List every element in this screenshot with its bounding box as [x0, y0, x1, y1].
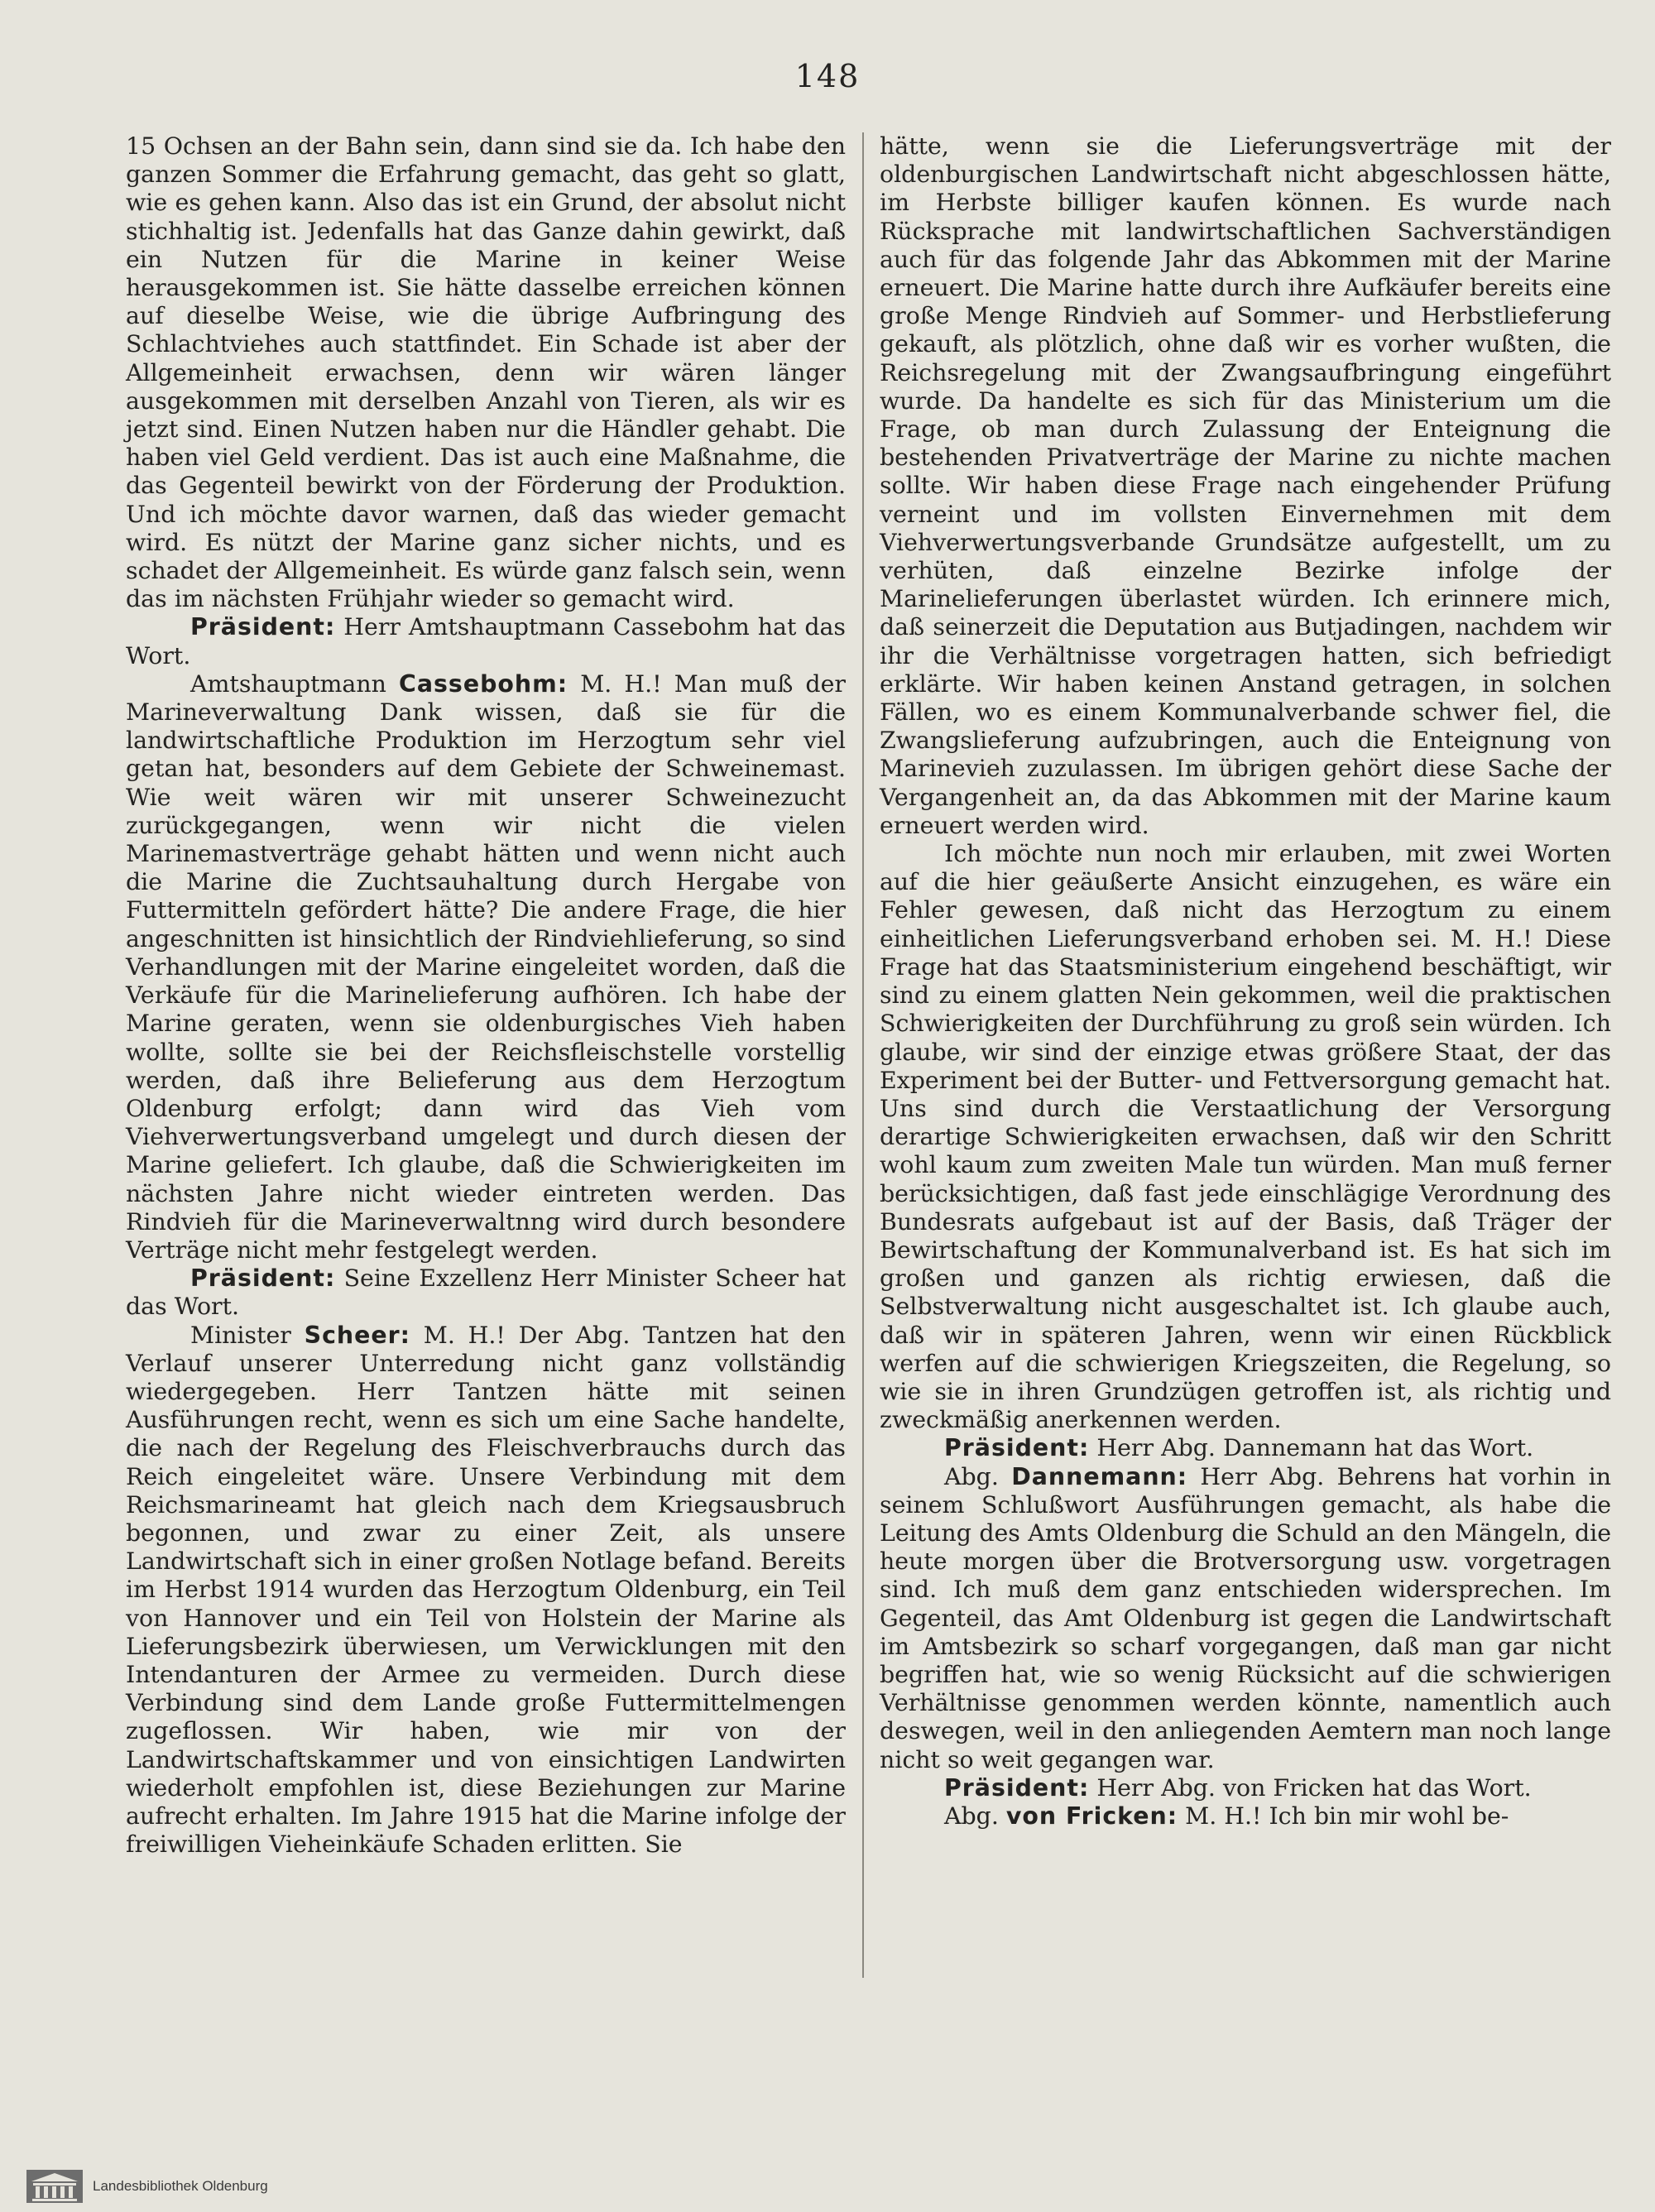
- paragraph-text: Herr Abg. Dannemann hat das Wort.: [1089, 1434, 1534, 1462]
- speaker-label: Präsident:: [190, 613, 336, 641]
- paragraph: hätte, wenn sie die Lieferungsverträge mit der oldenburgischen Landwirtschaft nicht abgeschlossen hätte, im Herbste billiger kaufen können. Es wurde nach Rücksprache mit landwirtschaftlichen Sachverständigen auch für das folgende Jahr das Abkommen mit der Marine erneuert. Die Marine hatte durch ihre Aufkäufer bereits eine große Menge Rindvieh auf Sommer- und Herbstlieferung gekauft, als plötzlich, ohne daß wir es vorher wußten, die Reichsregelung mit der Zwangsaufbringung eingeführt wurde. Da handelte es sich für das Ministerium um die Frage, ob man durch Zulassung der Enteignung die bestehenden Privatverträge der Marine zu nichte machen sollte. Wir haben diese Frage nach eingehender Prüfung verneint und im vollsten Einvernehmen mit dem Viehverwertungsverbande Grundsätze aufgestellt, um zu verhüten, daß einzelne Bezirke infolge der Marinelieferungen überlastet würden. Ich erinnere mich, daß seinerzeit die Deputation aus Butjadingen, nachdem wir ihr die Verhältnisse vorgetragen hatten, sich befriedigt erklärte. Wir haben keinen Anstand getragen, in solchen Fällen, wo es einem Kommunalverbande schwer fiel, die Zwangslieferung aufzubringen, auch die Enteignung von Marinevieh zuzulassen. Im übrigen gehört diese Sache der Vergangenheit an, da das Abkommen mit der Marine kaum erneuert werden wird.: [880, 132, 1611, 839]
- paragraph-text: Herr Amtshauptmann Cassebohm hat das Wort.: [126, 613, 846, 669]
- paragraph: [126, 1322, 846, 1859]
- speaker-label: von Fricken:: [1005, 1802, 1178, 1830]
- left-column: [126, 132, 846, 1859]
- speaker-title: Minister: [190, 1321, 305, 1349]
- speaker-title: Abg.: [944, 1462, 1012, 1490]
- paragraph-text: M. H.! Ich bin mir wohl be-: [1178, 1802, 1509, 1830]
- paragraph-text: Herr Abg. Behrens hat vorhin in seinem Schlußwort Ausführungen gemacht, als habe die Leitung des Amts Oldenburg die Schuld an den Mängeln, die heute morgen über die Brotversorgung usw. vorgetragen sind. Ich muß dem ganz entschieden widersprechen. Im Gegenteil, das Amt Oldenburg ist gegen die Landwirtschaft im Amtsbezirk so scharf vorgegangen, daß man gar nicht begriffen hat, wie so wenig Rücksicht auf die schwierigen Verhältnisse genommen werden könnte, namentlich auch deswegen, weil in den anliegenden Aemtern man noch lange nicht so weit gegangen war.: [880, 1462, 1611, 1773]
- paragraph-text: M. H.! Man muß der Marineverwaltung Dank wissen, daß sie für die landwirtschaftliche Produktion im Herzogtum sehr viel getan hat, besonders auf dem Gebiete der Schweinemast. Wie weit wären wir mit unserer Schweinezucht zurückgegangen, wenn wir nicht die vielen Marinemastverträge gehabt hätten und wenn nicht auch die Marine die Zuchtsauhaltung durch Hergabe von Futtermitteln gefördert hätte? Die andere Frage, die hier angeschnitten ist hinsichtlich der Rindviehlieferung, so sind Verhandlungen mit der Marine eingeleitet worden, daß die Verkäufe für die Marinelieferung aufhören. Ich habe der Marine geraten, wenn sie oldenburgisches Vieh haben wollte, sollte sie bei der Reichsfleischstelle vorstellig werden, daß ihre Belieferung aus dem Herzogtum Oldenburg erfolgt; dann wird das Vieh vom Viehverwertungsverband umgelegt und durch diesen der Marine geliefert. Ich glaube, daß die Schwierigkeiten im nächsten Jahre nicht wieder eintreten werden. Das Rindvieh für die Marineverwaltnng wird durch besondere Verträge nicht mehr festgelegt werden.: [126, 669, 846, 1264]
- paragraph: [126, 670, 846, 1264]
- paragraph: [880, 1802, 1611, 1831]
- paragraph: [880, 1463, 1611, 1774]
- page-number: 148: [794, 58, 861, 94]
- paragraph: Ich möchte nun noch mir erlauben, mit zwei Worten auf die hier geäußerte Ansicht einzugehen, es wäre ein Fehler gewesen, daß nicht das Herzogtum zu einem einheitlichen Lieferungsverband erhoben sei. M. H.! Diese Frage hat das Staatsministerium eingehend beschäftigt, wir sind zu einem glatten Nein gekommen, weil die praktischen Schwierigkeiten der Durchführung zu groß sein würden. Ich glaube, wir sind der einzige etwas größere Staat, der das Experiment bei der Butter- und Fettversorgung gemacht hat. Uns sind durch die Verstaatlichung der Versorgung derartige Schwierigkeiten erwachsen, daß wir den Schritt wohl kaum zum zweiten Male tun würden. Man muß ferner berücksichtigen, daß fast jede einschlägige Verordnung des Bundesrats aufgebaut ist auf der Basis, daß Träger der Bewirtschaftung der Kommunalverband ist. Es hat sich im großen und ganzen als richtig erwiesen, daß die Selbstverwaltung nicht ausgeschaltet ist. Ich glaube auch, daß wir in späteren Jahren, wenn wir einen Rückblick werfen auf die schwierigen Kriegszeiten, die Regelung, so wie sie in ihren Grundzügen getroffen ist, als richtig und zweckmäßig anerkennen werden.: [880, 840, 1611, 1434]
- paragraph: [126, 613, 846, 669]
- library-name: Landesbibliothek Oldenburg: [93, 2178, 268, 2194]
- speaker-label: Cassebohm:: [399, 669, 568, 698]
- paragraph: [880, 1774, 1611, 1802]
- speaker-title: Abg.: [944, 1802, 1006, 1830]
- speaker-label: Präsident:: [944, 1434, 1090, 1462]
- footer: [25, 2168, 268, 2205]
- speaker-label: Präsident:: [944, 1773, 1090, 1802]
- paragraph-text: M. H.! Der Abg. Tantzen hat den Verlauf unserer Unterredung nicht ganz vollständig wiedergegeben. Herr Tantzen hätte mit seinen Ausführungen recht, wenn es sich um eine Sache handelte, die nach der Regelung des Fleischverbrauchs durch das Reich eingeleitet wäre. Unsere Verbindung mit dem Reichsmarineamt hat gleich nach dem Kriegsausbruch begonnen, und zwar zu einer Zeit, als unsere Landwirtschaft sich in einer großen Notlage befand. Bereits im Herbst 1914 wurden das Herzogtum Oldenburg, ein Teil von Hannover und ein Teil von Holstein der Marine als Lieferungsbezirk überwiesen, um Verwicklungen mit den Intendanturen der Armee zu vermeiden. Durch diese Verbindung sind dem Lande große Futtermittelmengen zugeflossen. Wir haben, wie mir von der Landwirtschaftskammer und von einsichtigen Landwirten wiederholt empfohlen ist, diese Beziehungen zur Marine aufrecht erhalten. Im Jahre 1915 hat die Marine infolge der freiwilligen Vieheinkäufe Schaden erlitten. Sie: [126, 1321, 846, 1859]
- speaker-label: Dannemann:: [1011, 1462, 1188, 1490]
- paragraph-text: Seine Exzellenz Herr Minister Scheer hat das Wort.: [126, 1264, 846, 1321]
- speaker-title: Amtshauptmann: [190, 669, 400, 698]
- right-column: [880, 132, 1611, 1831]
- speaker-label: Präsident:: [190, 1264, 336, 1293]
- paragraph: [126, 1264, 846, 1321]
- paragraph: 15 Ochsen an der Bahn sein, dann sind sie da. Ich habe den ganzen Sommer die Erfahrung gemacht, das geht so glatt, wie es gehen kann. Also das ist ein Grund, der absolut nicht stichhaltig ist. Jedenfalls hat das Ganze dahin gewirkt, daß ein Nutzen für die Marine in keiner Weise herausgekommen ist. Sie hätte dasselbe erreichen können auf dieselbe Weise, wie die übrige Aufbringung des Schlachtviehes auch stattfindet. Ein Schade ist aber der Allgemeinheit erwachsen, denn wir wären länger ausgekommen mit derselben Anzahl von Tieren, als wir es jetzt sind. Einen Nutzen haben nur die Händler gehabt. Die haben viel Geld verdient. Das ist auch eine Maßnahme, die das Gegenteil bewirkt von der Förderung der Produktion. Und ich möchte davor warnen, daß das wieder gemacht wird. Es nützt der Marine ganz sicher nichts, und es schadet der Allgemeinheit. Es würde ganz falsch sein, wenn das im nächsten Frühjahr wieder so gemacht wird.: [126, 132, 846, 613]
- speaker-label: Scheer:: [304, 1321, 410, 1349]
- library-building-icon: [25, 2168, 84, 2205]
- column-divider: [862, 132, 864, 1978]
- paragraph-text: Herr Abg. von Fricken hat das Wort.: [1089, 1773, 1532, 1802]
- paragraph: [880, 1434, 1611, 1462]
